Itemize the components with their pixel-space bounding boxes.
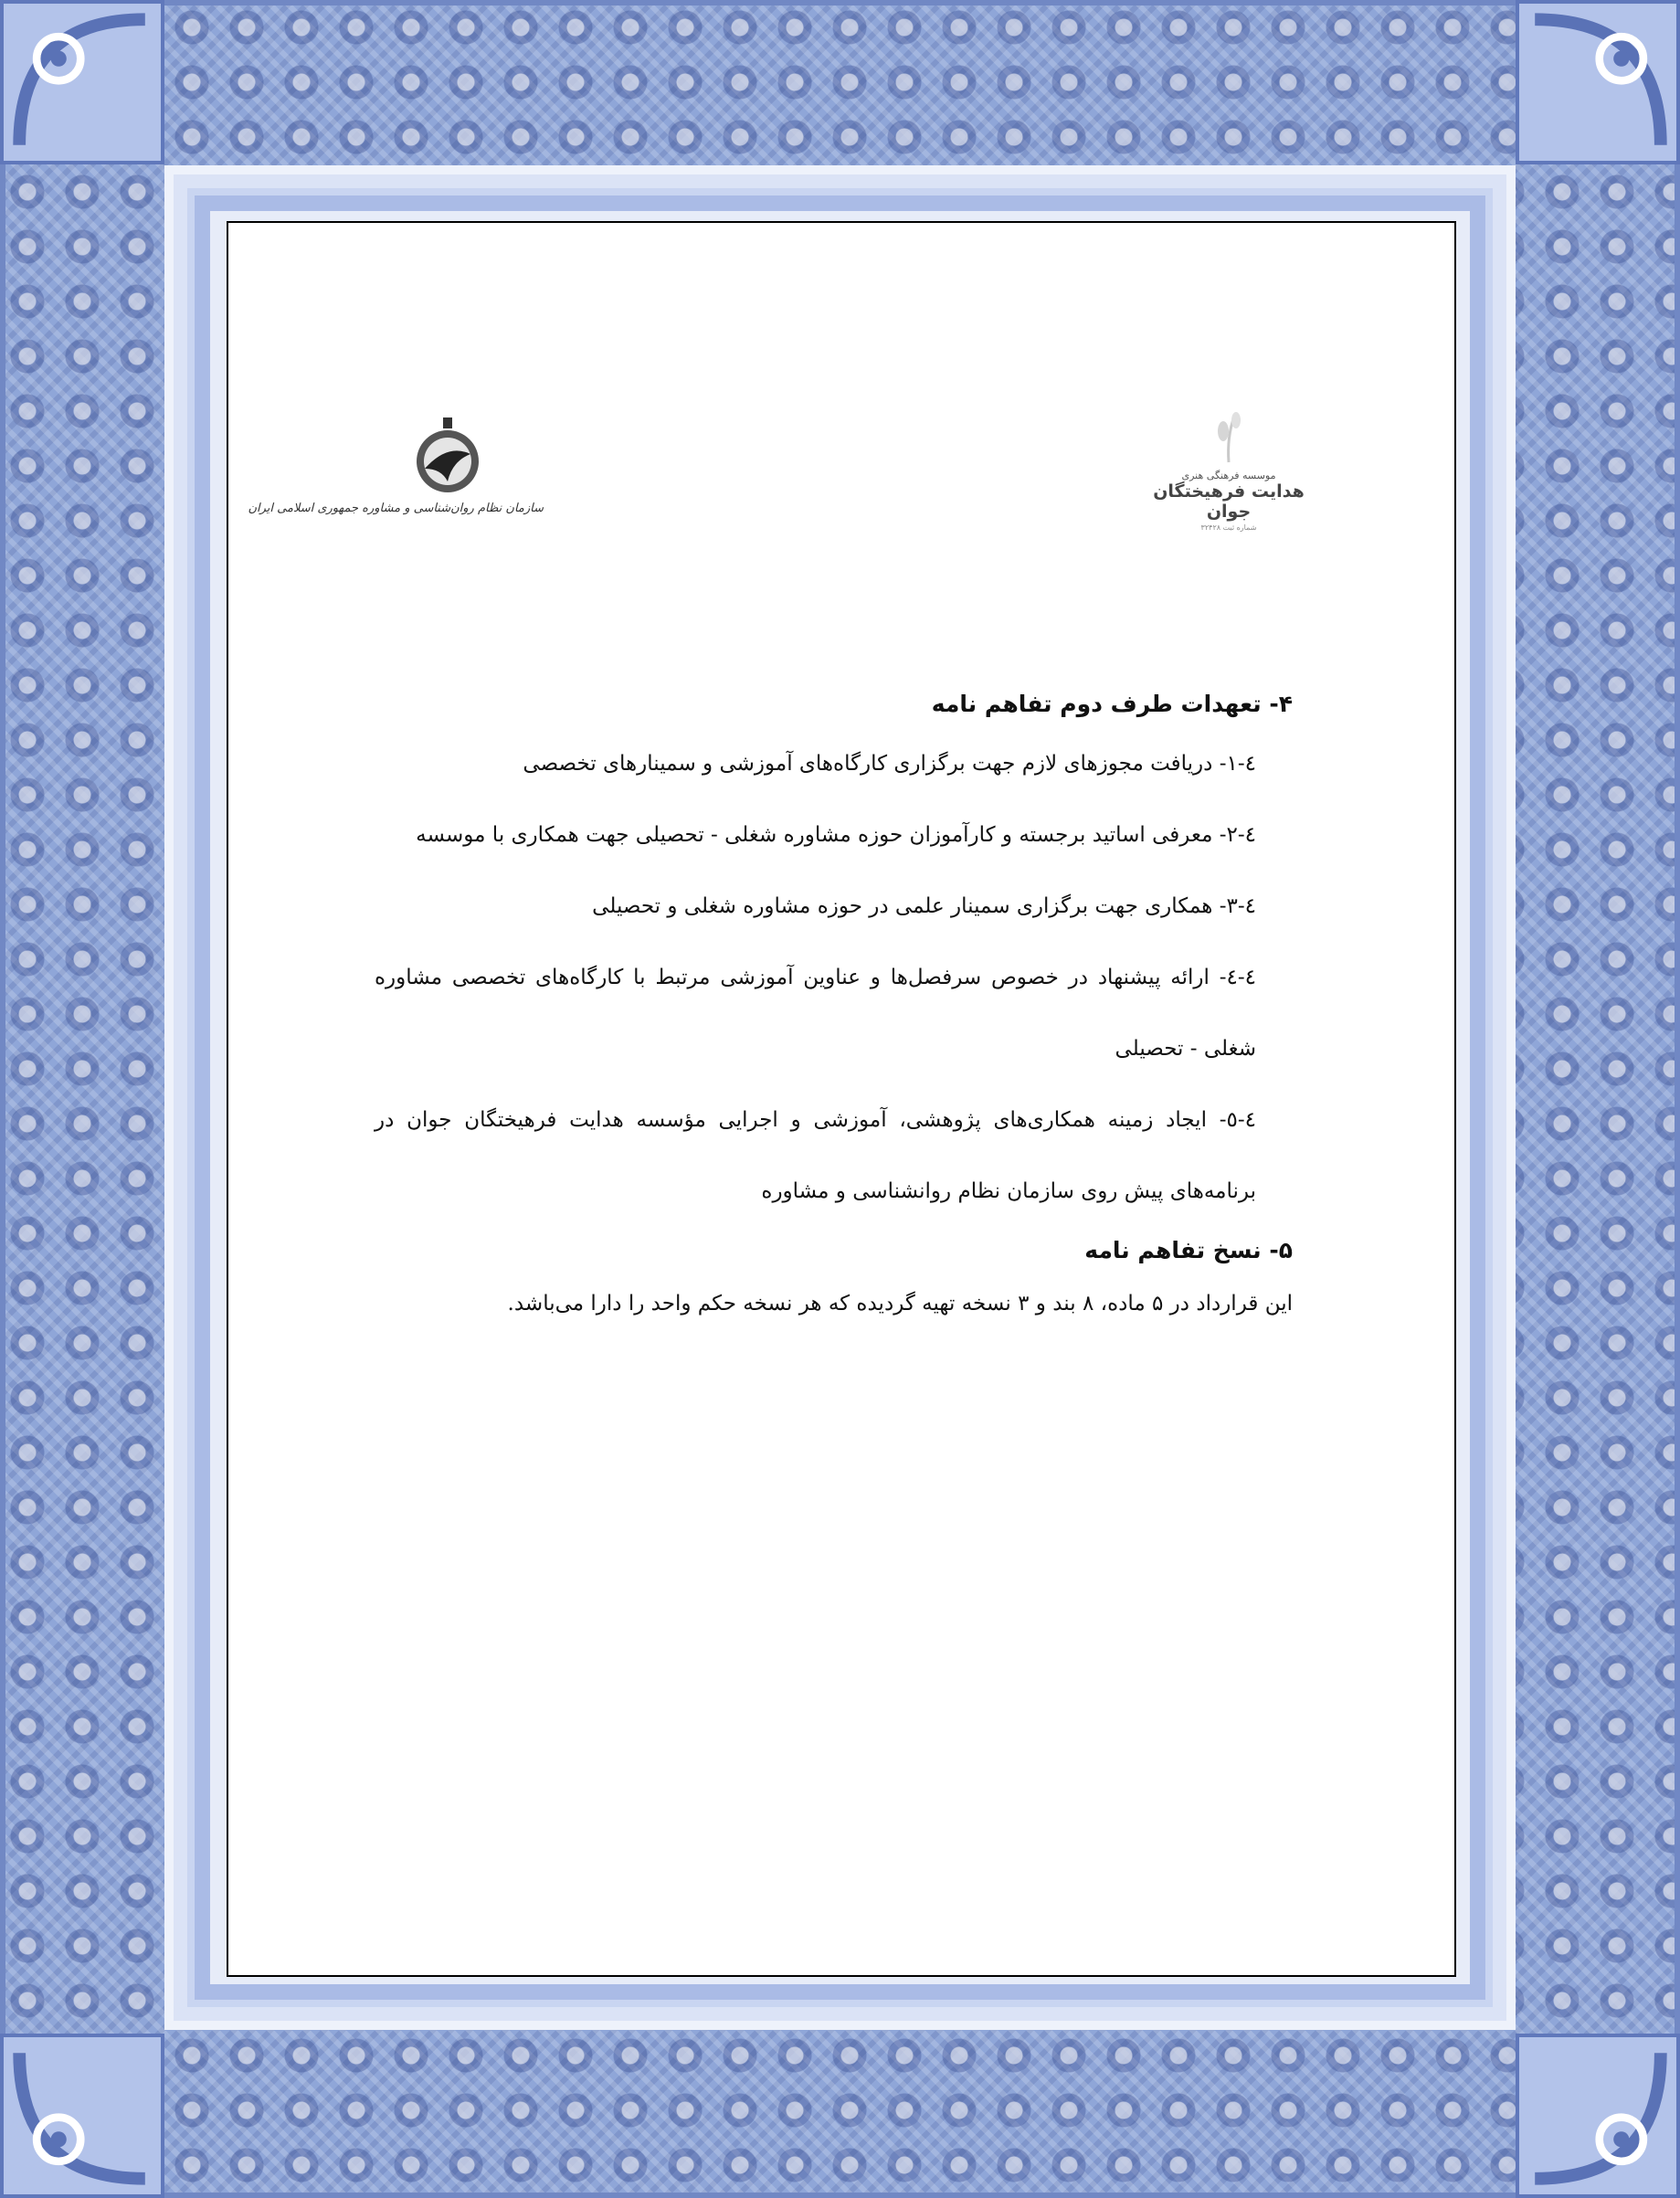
cultural-institute-logo xyxy=(1137,409,1320,537)
section4-item-2: ٤-٢- معرفی اساتید برجسته و کارآموزان حوزه مشاوره شغلی - تحصیلی جهت همکاری با موسسه xyxy=(416,823,1256,847)
corner-ornament-bottom-right xyxy=(1516,2034,1680,2198)
leaf-icon xyxy=(1210,409,1247,464)
section4-heading: ۴- تعهدات طرف دوم تفاهم نامه xyxy=(931,691,1293,717)
section4-item-4: ٤-٤- ارائه پیشنهاد در خصوص سرفصل‌ها و عناوین آموزشی مرتبط با کارگاه‌های تخصصی مشاوره شغلی - تحصیلی xyxy=(375,966,1256,1061)
corner-ornament-top-right xyxy=(1516,0,1680,164)
right-logo-line1: موسسه فرهنگی هنری xyxy=(1181,470,1276,481)
right-logo-line3: شماره ثبت ۳۲۴۲۸ xyxy=(1200,523,1257,532)
section4-item-3: ٤-٣- همکاری جهت برگزاری سمینار علمی در حوزه مشاوره شغلی و تحصیلی xyxy=(592,894,1256,918)
emblem-icon xyxy=(397,416,498,498)
psychology-organization-logo xyxy=(248,416,544,525)
section4-item-5: ٤-٥- ایجاد زمینه همکاری‌های پژوهشی، آموزشی و اجرایی مؤسسه هدایت فرهیختگان جوان در برنامه‌های پیش روی سازمان نظام روانشناسی و مشاوره xyxy=(375,1108,1256,1203)
left-logo-caption: سازمان نظام روان‌شناسی و مشاوره جمهوری اسلامی ایران xyxy=(248,502,544,515)
section5-heading: ۵- نسخ تفاهم نامه xyxy=(1084,1237,1293,1263)
corner-ornament-top-left xyxy=(0,0,164,164)
corner-ornament-bottom-left xyxy=(0,2034,164,2198)
section5-text: این قرارداد در ۵ ماده، ۸ بند و ۳ نسخه تهیه گردیده که هر نسخه حکم واحد را دارا می‌باشد. xyxy=(507,1292,1293,1316)
section4-item-1: ٤-١- دریافت مجوزهای لازم جهت برگزاری کارگاه‌های آموزشی و سمینارهای تخصصی xyxy=(523,752,1256,776)
document-body xyxy=(375,681,1293,1327)
right-logo-line2: هدایت فرهیختگان جوان xyxy=(1153,481,1305,522)
